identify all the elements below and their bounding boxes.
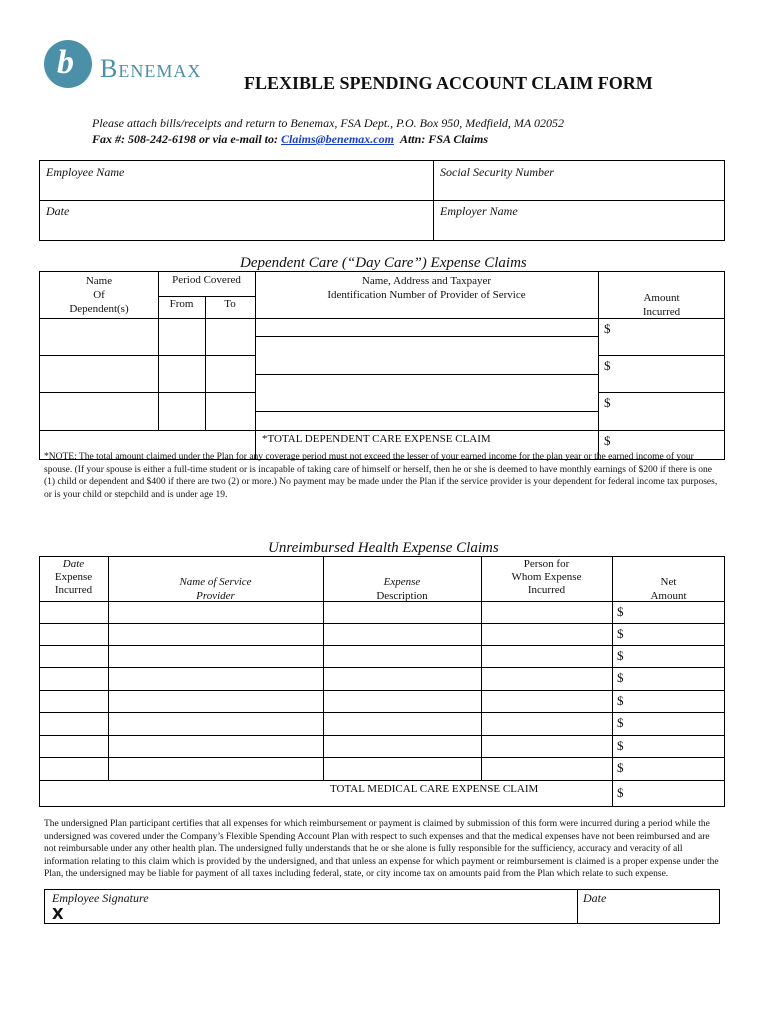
- health-amount-5[interactable]: $: [617, 693, 624, 708]
- dependent-amount-1[interactable]: $: [604, 321, 611, 336]
- col-dependent-name: Name Of Dependent(s): [69, 275, 129, 315]
- col-period-covered: Period Covered: [172, 274, 241, 286]
- health-amount-1[interactable]: $: [617, 604, 624, 619]
- fax-text: Fax #: 508-242-6198 or via e-mail to:: [92, 132, 281, 146]
- health-total-amount[interactable]: $: [617, 785, 624, 800]
- col-amount-incurred: Amount Incurred: [642, 292, 681, 318]
- col-net-amount: Net Amount: [650, 576, 687, 602]
- dependent-amount-2[interactable]: $: [604, 358, 611, 373]
- health-amount-6[interactable]: $: [617, 715, 624, 730]
- col-provider-info: Name, Address and Taxpayer Identification Number of Provider of Service: [327, 275, 526, 301]
- dependent-total-label: *TOTAL DEPENDENT CARE EXPENSE CLAIM: [262, 433, 491, 445]
- col-service-provider: Name of Service Provider: [179, 576, 252, 602]
- dependent-care-title: Dependent Care (“Day Care”) Expense Claims: [240, 255, 527, 271]
- employee-name-field[interactable]: Employee Name: [46, 165, 125, 179]
- signature-date-field[interactable]: Date: [583, 891, 607, 905]
- instructions-contact: [92, 132, 488, 147]
- benemax-logo-icon: b: [44, 40, 92, 88]
- col-person-incurred: Person for Whom Expense Incurred: [511, 558, 582, 596]
- health-amount-3[interactable]: $: [617, 648, 624, 663]
- ssn-field[interactable]: Social Security Number: [440, 165, 554, 179]
- health-amount-4[interactable]: $: [617, 670, 624, 685]
- certification-text: The undersigned Plan participant certifies that all expenses for which reimbursement or payment is claimed by submission of this form were incurred during a period while the undersigned was covered under the Company’s Flexible Spending Account Plan with respect to such expenses and that the medical expenses have not been reimbursed and are not reimbursable under any other health plan. The undersigned fully understands that he or she alone is fully responsible for the sufficiency, accuracy and veracity of all information relating to this claim which is provided by the undersigned, and that unless an expense for which payment or reimbursement is claimed is a proper expense under the Plan, the undersigned may be liable for payment of all taxes including federal, state, or city income tax on amounts paid from the Plan which relate to such expense.: [44, 819, 719, 879]
- attn-text: Attn: FSA Claims: [399, 132, 489, 146]
- health-total-label: TOTAL MEDICAL CARE EXPENSE CLAIM: [330, 783, 539, 795]
- email-link[interactable]: Claims@benemax.com: [280, 132, 394, 146]
- col-from: From: [169, 298, 194, 310]
- health-amount-8[interactable]: $: [617, 760, 624, 775]
- col-expense-description: Expense Description: [376, 576, 428, 602]
- dependent-total-amount[interactable]: $: [604, 433, 611, 448]
- health-amount-2[interactable]: $: [617, 626, 624, 641]
- dependent-amount-3[interactable]: $: [604, 395, 611, 410]
- signature-x-mark: X: [52, 905, 64, 923]
- employer-name-field[interactable]: Employer Name: [440, 204, 518, 218]
- instructions-address: Please attach bills/receipts and return to Benemax, FSA Dept., P.O. Box 950, Medfield, MA 02052: [92, 116, 565, 130]
- date-field[interactable]: Date: [46, 204, 70, 218]
- brand-name: Benemax: [100, 54, 202, 83]
- dependent-care-note: *NOTE: The total amount claimed under the Plan for any coverage period must not exceed the lesser of your earned income for the plan year or the earned income of your spouse. (If your spouse is either a full-time student or is incapable of taking care of himself or herself, then he or she is deemed to have monthly earnings of $200 if there is one (1) child or dependent and $400 if there are two (2) or more.) No payment may be made under the Plan if the service provider is your dependent for federal income tax purposes, or is your child or stepchild and is under age 19.: [44, 452, 718, 500]
- form-title: FLEXIBLE SPENDING ACCOUNT CLAIM FORM: [244, 73, 653, 93]
- col-date-incurred: Date Expense Incurred: [54, 558, 93, 596]
- col-to: To: [224, 298, 236, 310]
- employee-signature-field[interactable]: Employee Signature: [52, 891, 149, 905]
- health-amount-7[interactable]: $: [617, 738, 624, 753]
- health-claims-title: Unreimbursed Health Expense Claims: [268, 540, 499, 556]
